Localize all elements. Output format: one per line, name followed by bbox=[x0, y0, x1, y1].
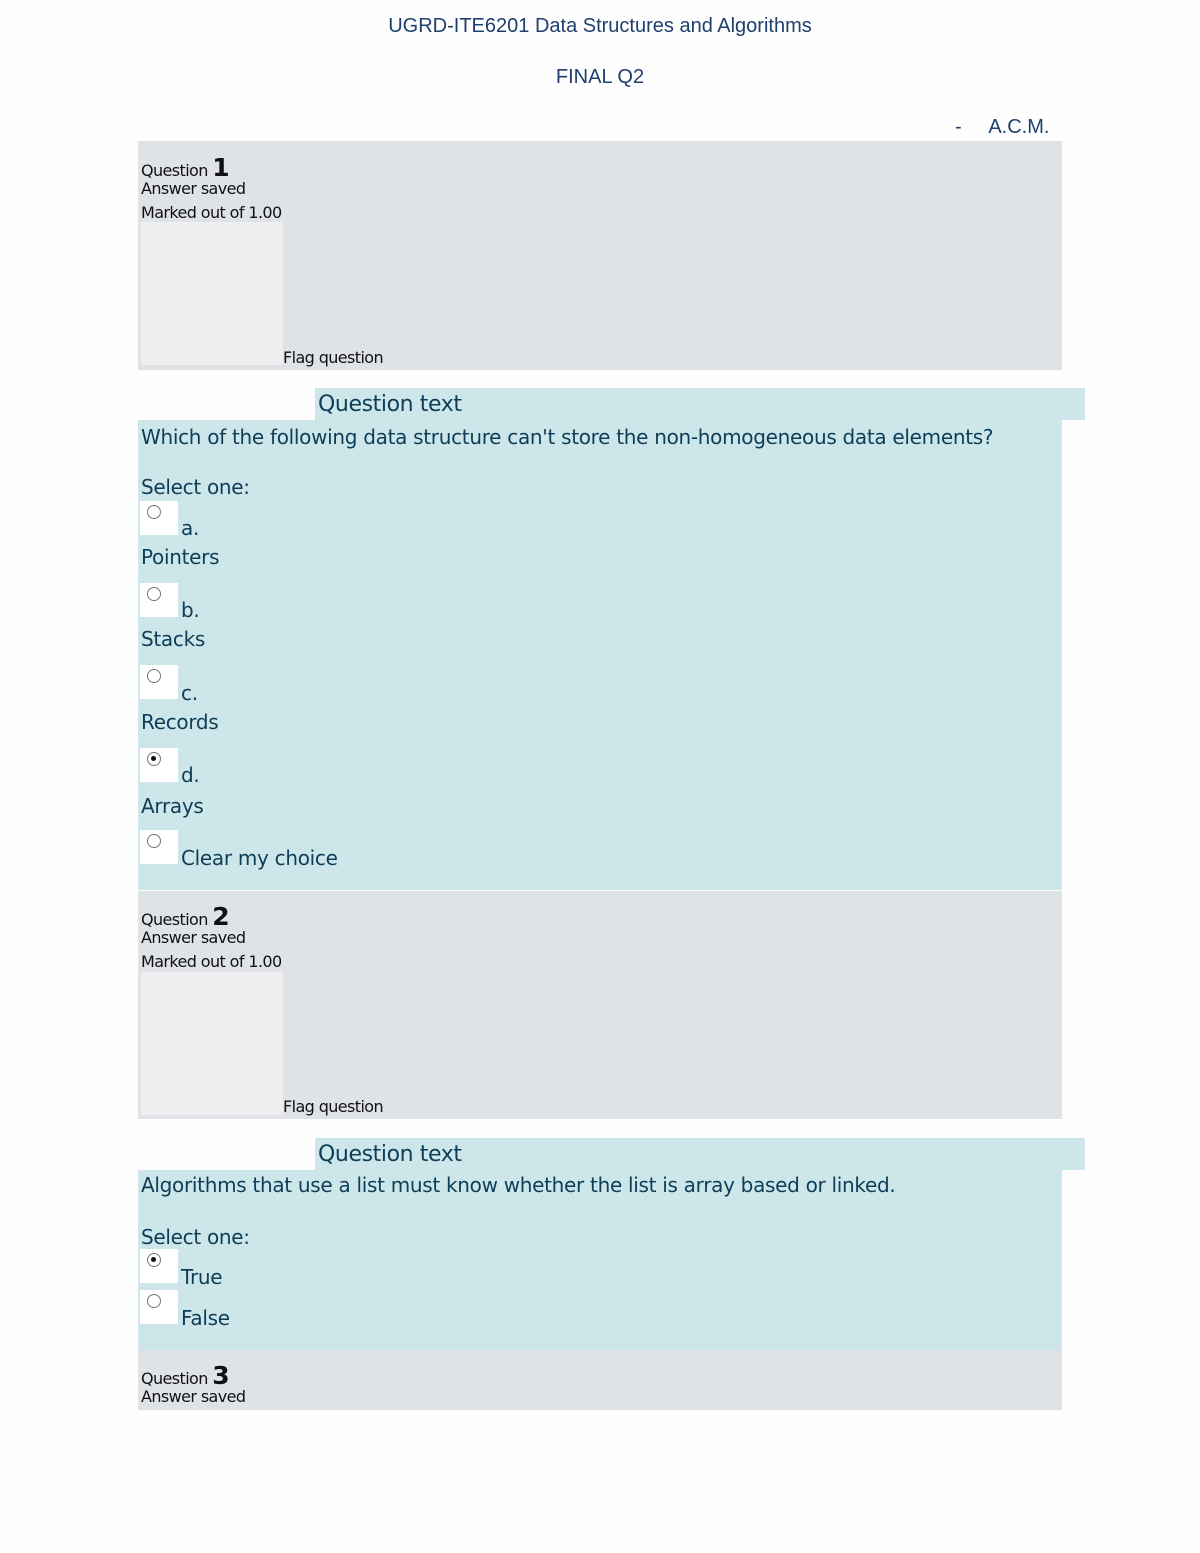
marks-text: Marked out of 1.00 bbox=[141, 203, 282, 222]
option-letter: d. bbox=[181, 763, 200, 787]
option-text[interactable]: Pointers bbox=[141, 545, 220, 569]
answer-status: Answer saved bbox=[141, 179, 246, 198]
course-title: UGRD-ITE6201 Data Structures and Algorithms bbox=[388, 15, 812, 37]
option-text[interactable]: False bbox=[181, 1306, 230, 1330]
question-text-label: Question text bbox=[315, 1138, 1085, 1170]
option-text[interactable]: True bbox=[181, 1265, 223, 1289]
option-d-radio[interactable] bbox=[140, 748, 178, 782]
question-text: Algorithms that use a list must know whether the list is array based or linked. bbox=[141, 1173, 896, 1197]
option-a-radio[interactable] bbox=[140, 501, 178, 535]
question-number: 2 bbox=[212, 902, 230, 931]
select-one-label: Select one: bbox=[141, 475, 250, 499]
option-true-radio[interactable] bbox=[140, 1249, 178, 1283]
answer-status: Answer saved bbox=[141, 1387, 246, 1406]
question-2-info bbox=[138, 891, 1062, 1119]
answer-status: Answer saved bbox=[141, 928, 246, 947]
question-3-heading bbox=[141, 1361, 230, 1390]
question-1-heading bbox=[141, 153, 230, 182]
exam-title: FINAL Q2 bbox=[555, 66, 645, 88]
option-false-radio[interactable] bbox=[140, 1290, 178, 1324]
option-b-radio[interactable] bbox=[140, 583, 178, 617]
option-letter: a. bbox=[181, 516, 200, 540]
clear-choice-radio[interactable] bbox=[140, 830, 178, 864]
question-label: Question bbox=[141, 1369, 208, 1388]
question-label: Question bbox=[141, 161, 208, 180]
option-c-radio[interactable] bbox=[140, 665, 178, 699]
question-text: Which of the following data structure can't store the non-homogeneous data elements? bbox=[141, 425, 994, 449]
flag-icon-placeholder[interactable] bbox=[141, 972, 283, 1115]
flag-question-link[interactable]: Flag question bbox=[283, 348, 384, 367]
question-2-heading bbox=[141, 902, 230, 931]
question-3-info bbox=[138, 1350, 1062, 1410]
question-1-info bbox=[138, 141, 1062, 370]
option-letter: b. bbox=[181, 598, 200, 622]
author-initials: - A.C.M. bbox=[955, 116, 1050, 138]
question-label: Question bbox=[141, 910, 208, 929]
option-letter: c. bbox=[181, 681, 198, 705]
marks-text: Marked out of 1.00 bbox=[141, 952, 282, 971]
question-1-content bbox=[138, 420, 1062, 890]
question-text-label: Question text bbox=[315, 388, 1085, 420]
flag-question-link[interactable]: Flag question bbox=[283, 1097, 384, 1116]
question-2-content bbox=[138, 1170, 1062, 1350]
question-number: 1 bbox=[212, 153, 230, 182]
select-one-label: Select one: bbox=[141, 1225, 250, 1249]
question-number: 3 bbox=[212, 1361, 230, 1390]
clear-choice-link[interactable]: Clear my choice bbox=[181, 846, 338, 870]
flag-icon-placeholder[interactable] bbox=[141, 222, 283, 365]
option-text[interactable]: Stacks bbox=[141, 627, 205, 651]
option-text[interactable]: Arrays bbox=[141, 794, 204, 818]
option-text[interactable]: Records bbox=[141, 710, 219, 734]
